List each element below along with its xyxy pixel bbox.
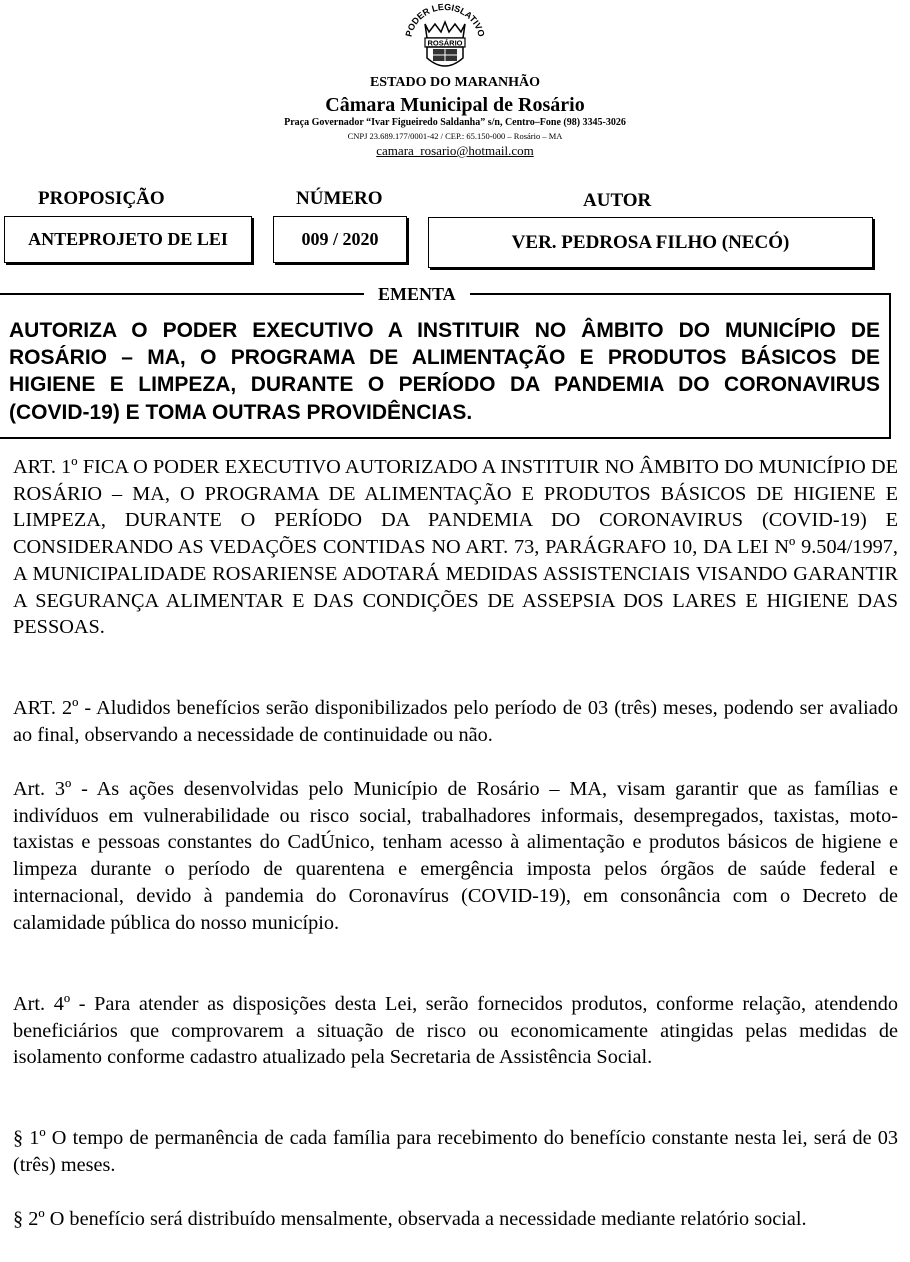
proposicao-label: PROPOSIÇÃO [38, 188, 165, 209]
paragraph-1: § 1º O tempo de permanência de cada família para recebimento do benefício constante nesta lei, será de 03 (três) meses. [13, 1127, 898, 1176]
numero-box [273, 216, 407, 263]
ementa-text: AUTORIZA O PODER EXECUTIVO A INSTITUIR NO ÂMBITO DO MUNICÍPIO DE ROSÁRIO – MA, O PROGRAMA DE ALIMENTAÇÃO E PRODUTOS BÁSICOS DE HIGIENE E LIMPEZA, DURANTE O PERÍODO DA PANDEMIA DO CORONAVIRUS (COVID-19) E TOMA OUTRAS PROVIDÊNCIAS. [9, 319, 880, 424]
ementa-title: EMENTA [364, 284, 470, 305]
article-3: Art. 3º - As ações desenvolvidas pelo Município de Rosário – MA, visam garantir que as famílias e indivíduos em vulnerabilidade ou risco social, trabalhadores informais, desempregados, taxistas, moto-taxistas e pessoas constantes do CadÚnico, tenham acesso à alimentação e produtos básicos de higiene e limpeza durante o período de quarentena e emergência imposta pelos órgãos de saúde federal e internacional, devido à pandemia do Coronavírus (COVID-19), em consonância com o Decreto de calamidade pública do nosso município. [13, 778, 898, 934]
article-2: ART. 2º - Aludidos benefícios serão disponibilizados pelo período de 03 (três) meses, podendo ser avaliado ao final, observando a necessidade de continuidade ou não. [13, 697, 898, 746]
state-name: ESTADO DO MARANHÃO [369, 75, 541, 90]
seal-top-text: PODER LEGISLATIVO [403, 2, 487, 38]
article-1: ART. 1º FICA O PODER EXECUTIVO AUTORIZADO A INSTITUIR NO ÂMBITO DO MUNICÍPIO DE ROSÁRIO – MA, O PROGRAMA DE ALIMENTAÇÃO E PRODUTOS BÁSICOS DE HIGIENE E LIMPEZA, DURANTE O PERÍODO DA PANDEMIA DO CORONAVIRUS (COVID-19) E CONSIDERANDO AS VEDAÇÕES CONTIDAS NO ART. 73, PARÁGRAFO 10, DA LEI Nº 9.504/1997, A MUNICIPALIDADE ROSARIENSE ADOTARÁ MEDIDAS ASSISTENCIAIS VISANDO GARANTIR A SEGURANÇA ALIMENTAR E DAS CONDIÇÕES DE ASSEPSIA DOS LARES E HIGIENE DAS PESSOAS. [13, 456, 898, 639]
article-4: Art. 4º - Para atender as disposições desta Lei, serão fornecidos produtos, conforme relação, atendendo beneficiários que comprovarem a situação de risco ou economicamente atingidas pelas medidas de isolamento conforme cadastro atualizado pela Secretaria de Assistência Social. [13, 993, 898, 1069]
autor-label: AUTOR [583, 190, 652, 211]
address-line: Praça Governador “Ivar Figueiredo Saldanha” s/n, Centro–Fone (98) 3345-3026 [284, 117, 626, 128]
chamber-name: Câmara Municipal de Rosário [325, 94, 585, 116]
proposicao-value: ANTEPROJETO DE LEI [28, 229, 228, 249]
autor-box [428, 217, 873, 268]
paragraph-2: § 2º O benefício será distribuído mensalmente, observada a necessidade mediante relatório social. [13, 1208, 807, 1230]
proposicao-box [4, 216, 252, 263]
numero-value: 009 / 2020 [301, 229, 379, 249]
numero-label: NÚMERO [296, 188, 383, 209]
cnpj-cep-line: CNPJ 23.689.177/0001-42 / CEP.: 65.150-000 – Rosário – MA [347, 131, 563, 141]
camara-seal-logo [395, 2, 495, 74]
seal-band-text: ROSÁRIO [427, 38, 463, 48]
email-text[interactable]: camara_rosario@hotmail.com [376, 143, 534, 158]
email-link[interactable] [0, 143, 910, 159]
autor-value: VER. PEDROSA FILHO (NECÓ) [511, 231, 790, 253]
